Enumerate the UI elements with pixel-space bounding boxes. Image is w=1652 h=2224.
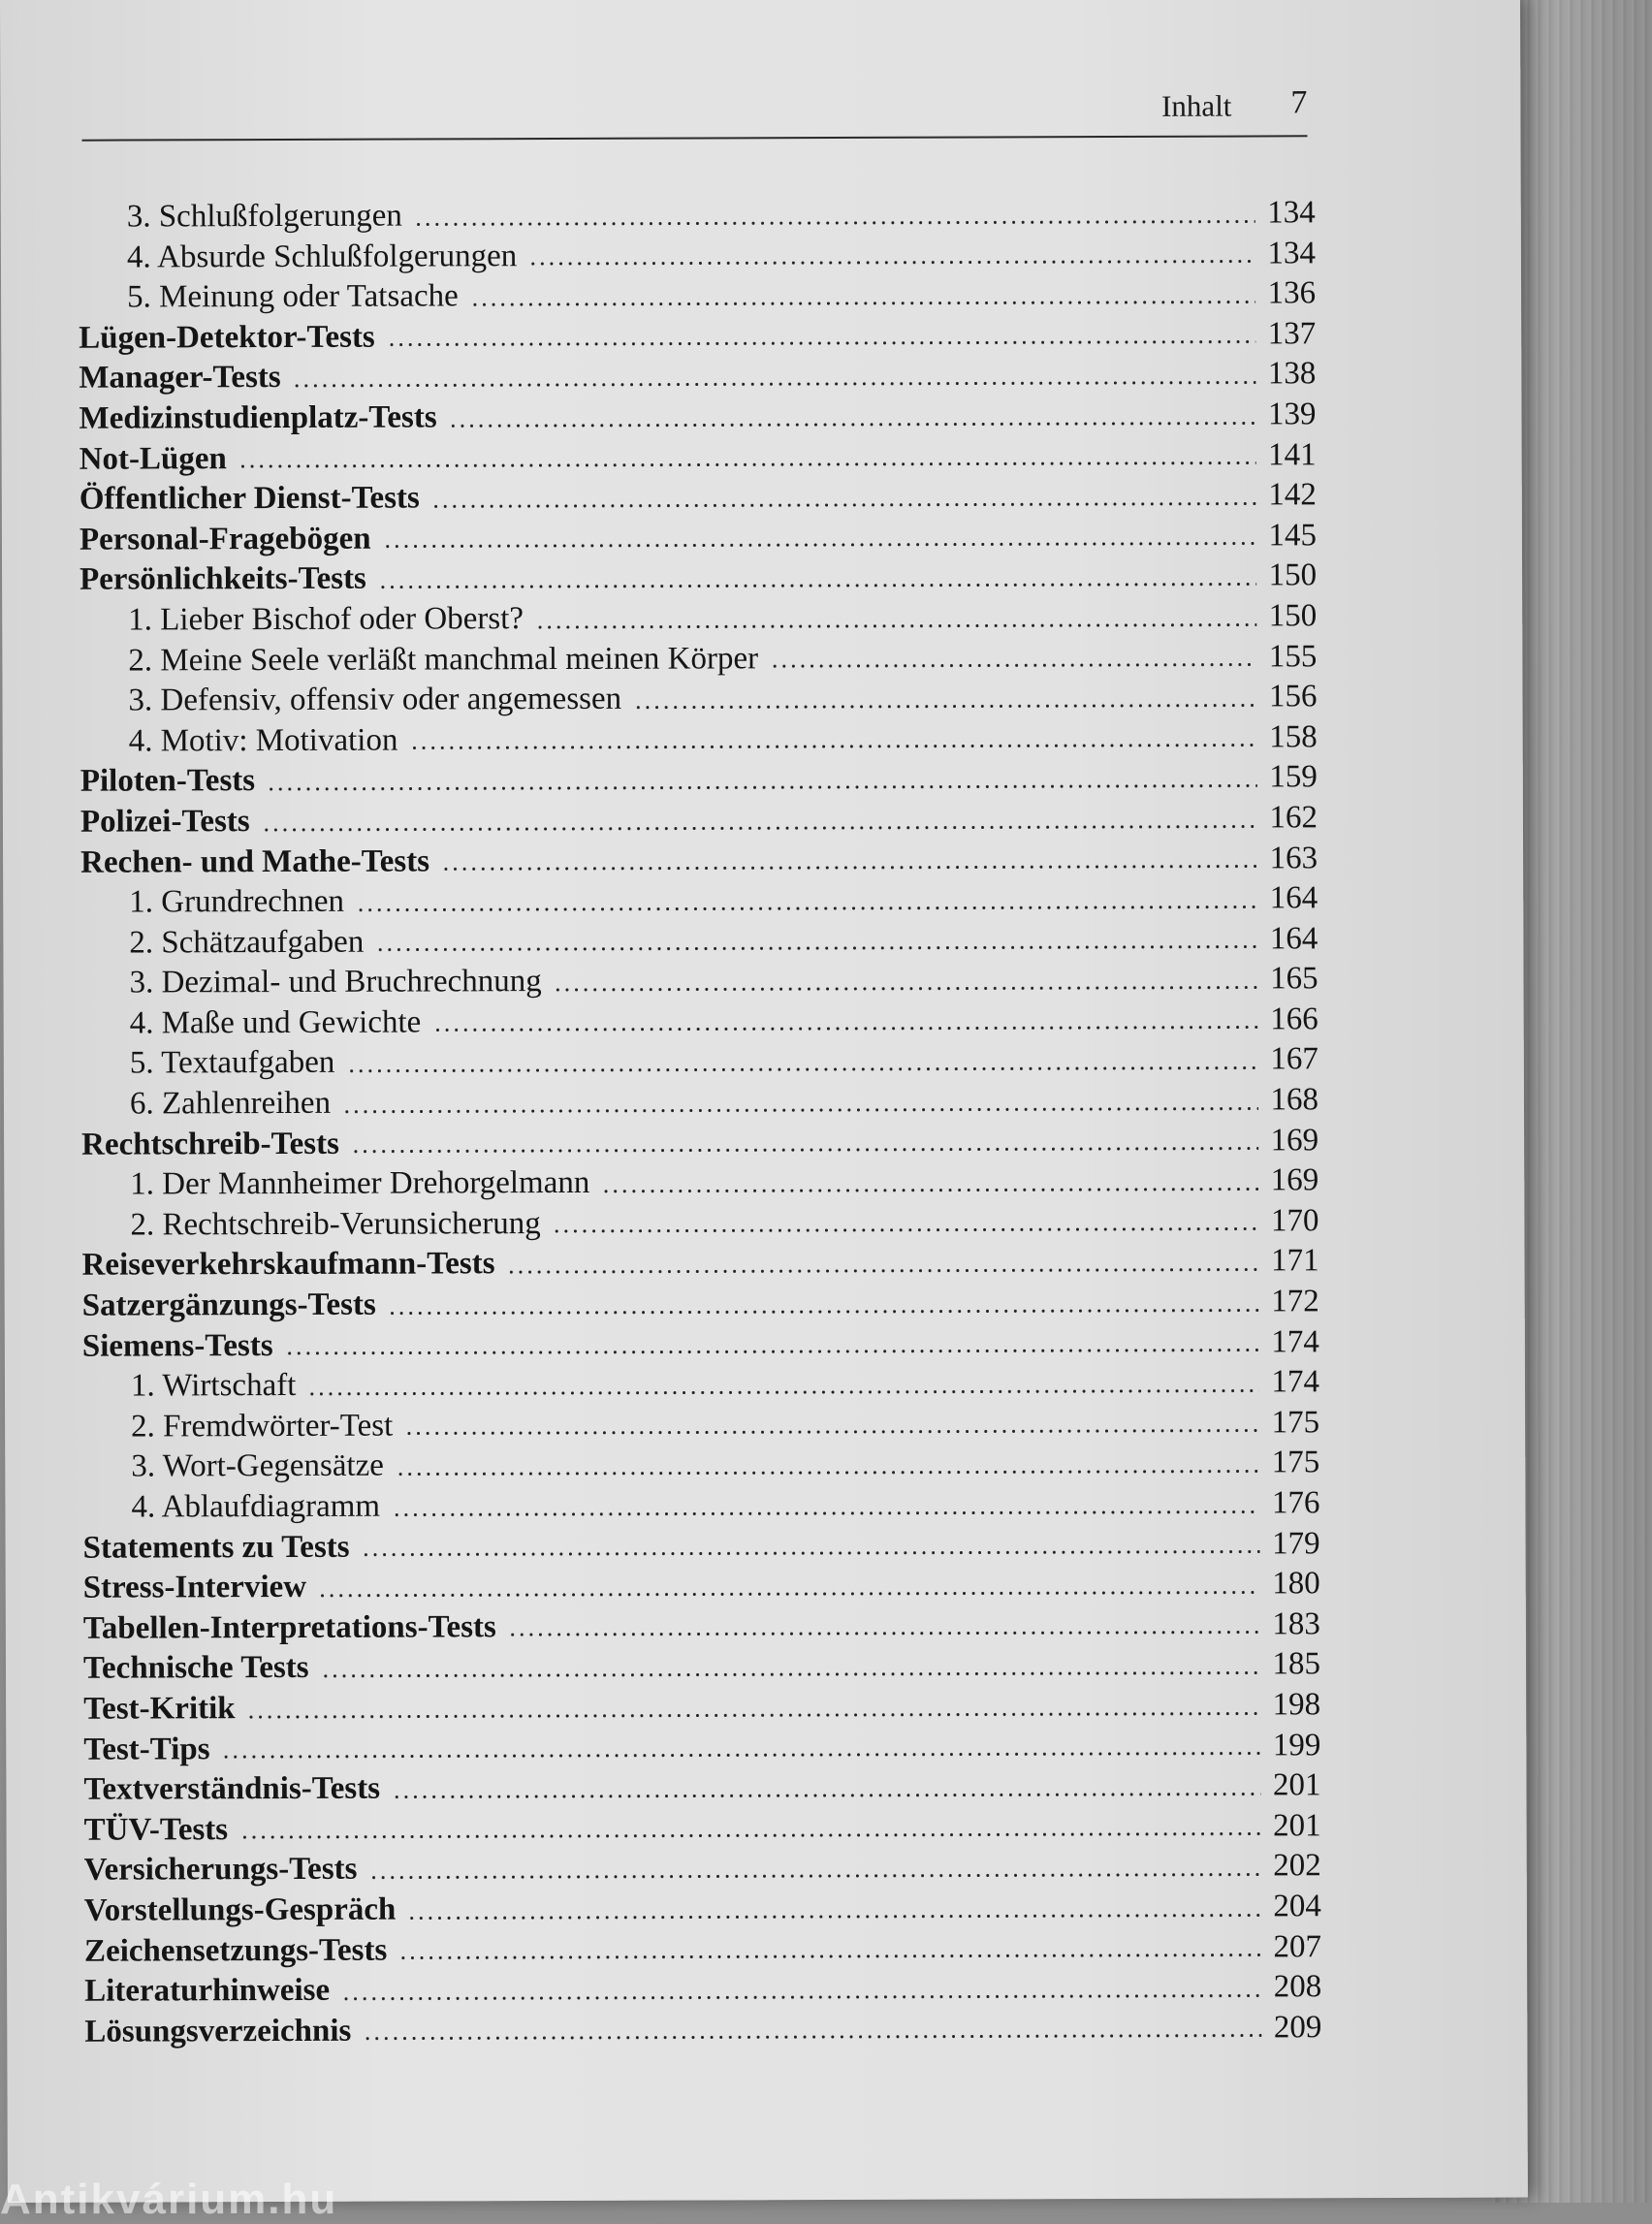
toc-section-entry xyxy=(79,677,1317,721)
toc-chapter-entry xyxy=(84,1847,1321,1891)
toc-section-entry xyxy=(82,1483,1319,1528)
toc-entry-page: 166 xyxy=(1270,1001,1318,1037)
toc-entry-page: 159 xyxy=(1269,759,1318,795)
toc-entry-title: Zeichensetzungs-Tests xyxy=(83,1932,388,1969)
toc-entry-title: 2. Schätzaufgaben xyxy=(129,924,365,961)
dot-leader xyxy=(247,1709,1261,1721)
toc-chapter-entry xyxy=(84,1806,1321,1851)
toc-entry-title: 5. Textaufgaben xyxy=(129,1045,335,1082)
toc-chapter-entry xyxy=(81,1242,1318,1287)
toc-entry-page: 150 xyxy=(1268,557,1318,593)
toc-entry-page: 158 xyxy=(1269,718,1318,755)
toc-entry-page: 180 xyxy=(1272,1566,1320,1602)
toc-entry-title: 2. Rechtschreib-Verunsicherung xyxy=(130,1205,541,1243)
toc-entry-title: Lügen-Detektor-Tests xyxy=(79,319,375,356)
toc-entry-title: 1. Wirtschaft xyxy=(130,1368,297,1404)
toc-entry-title: Manager-Tests xyxy=(79,360,281,397)
dot-leader xyxy=(318,1588,1260,1599)
toc-entry-page: 201 xyxy=(1272,1767,1321,1803)
toc-entry-title: 6. Zahlenreihen xyxy=(129,1085,332,1122)
toc-entry-page: 167 xyxy=(1270,1041,1318,1077)
dot-leader xyxy=(392,1508,1259,1518)
toc-entry-title: 4. Ablaufdiagramm xyxy=(131,1488,381,1525)
toc-entry-title: Test-Kritik xyxy=(83,1691,236,1727)
toc-entry-page: 185 xyxy=(1272,1646,1321,1682)
toc-entry-page: 165 xyxy=(1269,961,1318,997)
dot-leader xyxy=(396,1467,1259,1477)
toc-entry-page: 179 xyxy=(1272,1525,1320,1562)
toc-entry-page: 202 xyxy=(1273,1848,1321,1884)
toc-entry-title: Medizinstudienplatz-Tests xyxy=(79,399,437,436)
toc-chapter-entry xyxy=(84,1887,1321,1931)
toc-entry-title: Not-Lügen xyxy=(79,440,227,477)
dot-leader xyxy=(222,1750,1261,1762)
dot-leader xyxy=(307,1386,1259,1397)
toc-entry-page: 155 xyxy=(1268,638,1318,674)
toc-entry-page: 199 xyxy=(1272,1727,1321,1763)
dot-leader xyxy=(388,1306,1259,1317)
toc-chapter-entry xyxy=(83,1645,1320,1690)
toc-chapter-entry xyxy=(83,1685,1320,1730)
toc-entry-page: 150 xyxy=(1268,598,1318,634)
toc-section-entry xyxy=(79,637,1317,682)
toc-section-entry xyxy=(82,1403,1319,1447)
table-of-contents xyxy=(79,193,1322,2052)
dot-leader xyxy=(267,781,1257,793)
watermark: Antikvárium.hu xyxy=(0,2176,338,2223)
toc-entry-page: 176 xyxy=(1271,1485,1320,1521)
toc-chapter-entry xyxy=(79,355,1316,399)
toc-chapter-entry xyxy=(83,1564,1320,1608)
dot-leader xyxy=(414,217,1255,228)
toc-section-entry xyxy=(80,919,1318,964)
toc-entry-page: 156 xyxy=(1268,679,1318,715)
toc-entry-page: 139 xyxy=(1267,397,1317,432)
dot-leader xyxy=(398,1952,1261,1962)
page-header xyxy=(81,84,1308,141)
dot-leader xyxy=(407,1911,1261,1922)
toc-entry-page: 168 xyxy=(1270,1082,1319,1118)
toc-entry-title: Tabellen-Interpretations-Tests xyxy=(82,1609,496,1646)
toc-chapter-entry xyxy=(79,314,1316,359)
toc-entry-title: Literaturhinweise xyxy=(84,1972,331,2009)
toc-section-entry xyxy=(82,1444,1319,1488)
dot-leader xyxy=(553,1225,1259,1236)
toc-section-entry xyxy=(82,1362,1319,1407)
dot-leader xyxy=(507,1266,1259,1277)
toc-entry-page: 174 xyxy=(1271,1323,1319,1360)
toc-entry-title: Vorstellungs-Gespräch xyxy=(83,1891,397,1928)
toc-entry-title: Personal-Fragebögen xyxy=(79,521,371,557)
dot-leader xyxy=(321,1668,1260,1679)
toc-chapter-entry xyxy=(83,1765,1320,1810)
toc-entry-page: 175 xyxy=(1271,1405,1320,1441)
toc-entry-title: Satzergänzungs-Tests xyxy=(81,1287,376,1323)
toc-chapter-entry xyxy=(79,516,1317,560)
toc-entry-title: Stress-Interview xyxy=(82,1570,307,1605)
toc-entry-page: 134 xyxy=(1267,195,1316,231)
toc-entry-page: 175 xyxy=(1271,1445,1320,1480)
toc-entry-page: 162 xyxy=(1269,800,1318,836)
dot-leader xyxy=(554,983,1258,994)
toc-chapter-entry xyxy=(84,1967,1321,2012)
toc-entry-title: 5. Meinung oder Tatsache xyxy=(127,278,459,315)
dot-leader xyxy=(341,1991,1261,2002)
dot-leader xyxy=(409,742,1256,752)
toc-entry-title: 3. Dezimal- und Bruchrechnung xyxy=(129,964,542,1001)
toc-entry-page: 169 xyxy=(1270,1122,1319,1159)
dot-leader xyxy=(449,419,1256,429)
dot-leader xyxy=(293,378,1256,389)
toc-entry-page: 137 xyxy=(1267,316,1317,352)
toc-section-entry xyxy=(79,234,1316,278)
toc-chapter-entry xyxy=(79,395,1316,439)
dot-leader xyxy=(285,1347,1259,1358)
dot-leader xyxy=(432,1024,1257,1034)
toc-entry-title: 1. Der Mannheimer Drehorgelmann xyxy=(130,1165,590,1202)
toc-entry-title: Persönlichkeits-Tests xyxy=(79,561,366,598)
dot-leader xyxy=(535,620,1256,631)
toc-entry-title: 4. Motiv: Motivation xyxy=(128,722,398,759)
dot-leader xyxy=(238,460,1256,471)
dot-leader xyxy=(239,1830,1260,1842)
dot-leader xyxy=(368,1870,1260,1881)
toc-entry-page: 201 xyxy=(1273,1808,1321,1844)
toc-entry-page: 142 xyxy=(1268,477,1317,513)
toc-chapter-entry xyxy=(81,1121,1318,1165)
toc-entry-title: Versicherungs-Tests xyxy=(83,1852,358,1889)
dot-leader xyxy=(392,1790,1260,1800)
dot-leader xyxy=(404,1427,1259,1438)
toc-entry-page: 134 xyxy=(1267,235,1316,271)
toc-entry-page: 208 xyxy=(1273,1969,1322,2005)
toc-entry-title: Rechen- und Mathe-Tests xyxy=(80,842,430,880)
toc-chapter-entry xyxy=(82,1282,1319,1326)
toc-entry-title: TÜV-Tests xyxy=(83,1811,229,1848)
toc-entry-page: 172 xyxy=(1271,1284,1319,1319)
toc-entry-page: 207 xyxy=(1273,1928,1322,1964)
toc-chapter-entry xyxy=(84,2008,1321,2052)
toc-entry-title: Technische Tests xyxy=(82,1650,309,1687)
toc-chapter-entry xyxy=(83,1726,1320,1770)
toc-entry-title: 3. Schlußfolgerungen xyxy=(126,198,402,235)
toc-chapter-entry xyxy=(79,475,1317,520)
toc-entry-title: 2. Meine Seele verläßt manchmal meinen Körper xyxy=(128,640,759,679)
toc-entry-title: Rechtschreib-Tests xyxy=(81,1126,340,1162)
dot-leader xyxy=(362,1548,1260,1559)
dot-leader xyxy=(375,943,1257,954)
toc-entry-page: 183 xyxy=(1272,1606,1320,1642)
toc-entry-title: 3. Wort-Gegensätze xyxy=(131,1448,384,1484)
dot-leader xyxy=(378,580,1256,590)
toc-entry-title: Piloten-Tests xyxy=(79,763,256,800)
toc-entry-title: Statements zu Tests xyxy=(82,1529,350,1566)
toc-entry-title: 4. Maße und Gewichte xyxy=(129,1004,422,1041)
dot-leader xyxy=(342,1104,1258,1115)
dot-leader xyxy=(470,298,1255,308)
toc-chapter-entry xyxy=(79,556,1317,601)
toc-entry-page: 141 xyxy=(1268,436,1317,472)
dot-leader xyxy=(441,863,1257,874)
toc-chapter-entry xyxy=(84,1927,1321,1972)
toc-entry-title: Test-Tips xyxy=(83,1731,210,1767)
toc-section-entry xyxy=(80,960,1318,1004)
toc-chapter-entry xyxy=(82,1322,1319,1367)
toc-chapter-entry xyxy=(80,758,1318,803)
toc-entry-page: 164 xyxy=(1269,920,1318,957)
toc-section-entry xyxy=(81,1080,1318,1125)
toc-entry-title: 2. Fremdwörter-Test xyxy=(131,1408,394,1445)
toc-chapter-entry xyxy=(79,435,1317,480)
toc-entry-title: Öffentlicher Dienst-Tests xyxy=(79,480,420,517)
toc-entry-title: 1. Lieber Bischof oder Oberst? xyxy=(128,601,524,638)
toc-entry-title: Siemens-Tests xyxy=(81,1327,273,1364)
toc-entry-page: 171 xyxy=(1270,1243,1319,1279)
dot-leader xyxy=(383,540,1256,551)
dot-leader xyxy=(262,822,1257,834)
toc-section-entry xyxy=(80,717,1318,762)
dot-leader xyxy=(528,258,1255,269)
dot-leader xyxy=(346,1064,1258,1075)
toc-section-entry xyxy=(81,1201,1318,1246)
toc-section-entry xyxy=(80,878,1318,923)
toc-entry-title: 3. Defensiv, offensiv oder angemessen xyxy=(128,681,622,718)
toc-chapter-entry xyxy=(80,798,1318,842)
toc-section-entry xyxy=(81,1161,1318,1206)
dot-leader xyxy=(770,661,1256,671)
running-head: Inhalt xyxy=(1161,88,1232,123)
dot-leader xyxy=(601,1185,1258,1194)
toc-entry-page: 164 xyxy=(1269,880,1318,916)
dot-leader xyxy=(387,338,1255,349)
toc-entry-title: Polizei-Tests xyxy=(79,804,250,840)
dot-leader xyxy=(351,1145,1258,1156)
toc-entry-page: 145 xyxy=(1268,518,1317,554)
toc-entry-page: 138 xyxy=(1267,356,1317,392)
toc-entry-page: 204 xyxy=(1273,1889,1321,1924)
toc-chapter-entry xyxy=(80,839,1318,883)
toc-entry-page: 170 xyxy=(1270,1203,1319,1239)
toc-chapter-entry xyxy=(83,1604,1320,1649)
toc-entry-title: Lösungsverzeichnis xyxy=(84,2013,352,2049)
toc-entry-page: 174 xyxy=(1271,1364,1320,1400)
toc-entry-page: 163 xyxy=(1269,840,1318,875)
toc-chapter-entry xyxy=(83,1524,1320,1569)
dot-leader xyxy=(633,701,1256,711)
toc-entry-page: 136 xyxy=(1267,275,1317,311)
dot-leader xyxy=(431,499,1256,510)
toc-entry-page: 169 xyxy=(1270,1162,1319,1198)
dot-leader xyxy=(508,1629,1260,1639)
toc-section-entry xyxy=(81,1000,1318,1044)
toc-entry-title: 1. Grundrechnen xyxy=(129,883,345,920)
toc-entry-title: 4. Absurde Schlußfolgerungen xyxy=(126,238,518,275)
toc-section-entry xyxy=(79,193,1316,238)
toc-entry-title: Textverständnis-Tests xyxy=(83,1770,381,1807)
toc-entry-page: 209 xyxy=(1273,2009,1322,2046)
toc-section-entry xyxy=(79,273,1316,318)
dot-leader xyxy=(363,2032,1261,2043)
toc-section-entry xyxy=(81,1040,1318,1085)
dot-leader xyxy=(356,903,1257,913)
page-number: 7 xyxy=(1290,84,1308,121)
toc-entry-page: 198 xyxy=(1272,1687,1321,1723)
toc-section-entry xyxy=(79,596,1317,641)
toc-entry-title: Reiseverkehrskaufmann-Tests xyxy=(81,1246,495,1284)
